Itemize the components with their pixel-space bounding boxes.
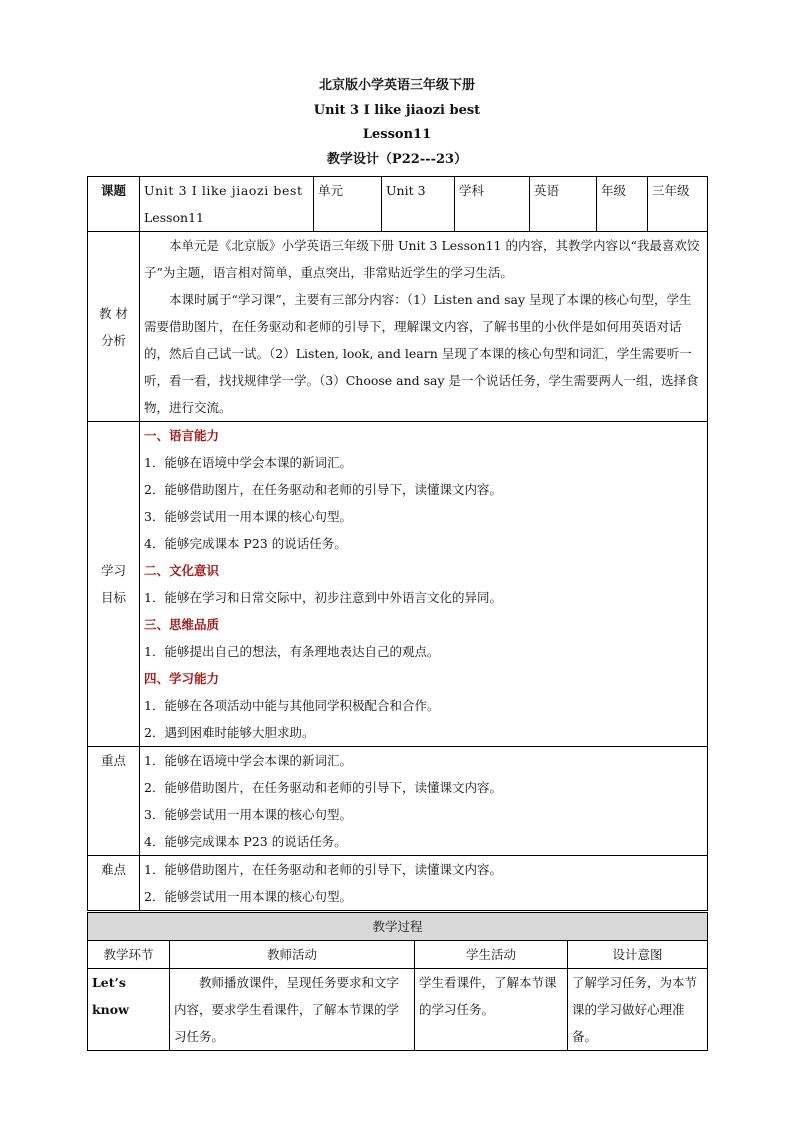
- lesson-info-table: [87, 176, 708, 911]
- objective-heading: 一、语言能力: [144, 428, 220, 443]
- key-points-row: [88, 747, 708, 856]
- topic-title-b: Lesson11: [144, 210, 205, 225]
- objective-item: 1．能够提出自己的想法，有条理地表达自己的观点。: [144, 644, 440, 659]
- key-point-item: 3．能够尝试用一用本课的核心句型。: [144, 807, 352, 822]
- subject-label: 学科: [455, 177, 530, 232]
- objective-heading: 二、文化意识: [144, 563, 220, 578]
- objective-item: 2．能够借助图片，在任务驱动和老师的引导下，读懂课文内容。: [144, 482, 502, 497]
- objectives-row: [88, 422, 708, 747]
- key-points-label: 重点: [88, 747, 140, 856]
- analysis-paragraph: 本单元是《北京版》小学英语三年级下册 Unit 3 Lesson11 的内容，其教学内容以“我最喜欢饺子”为主题，语言相对简单，重点突出，非常贴近学生的学习生活。: [144, 238, 700, 280]
- difficulty-item: 2．能够尝试用一用本课的核心句型。: [144, 889, 352, 904]
- objective-heading: 四、学习能力: [144, 671, 220, 686]
- grade-label: 年级: [597, 177, 648, 232]
- difficulties-label: 难点: [88, 856, 140, 911]
- difficulties-row: [88, 856, 708, 911]
- objective-item: 3．能够尝试用一用本课的核心句型。: [144, 509, 352, 524]
- doc-title-lesson: Lesson11: [362, 127, 432, 142]
- objective-item: 1．能够在语境中学会本课的新词汇。: [144, 455, 352, 470]
- process-title: 教学过程: [88, 913, 708, 941]
- topic-label: 课题: [88, 177, 140, 232]
- difficulties-content: [140, 856, 708, 911]
- objectives-content: [140, 422, 708, 747]
- process-header-row: [88, 941, 708, 969]
- objective-item: 2．遇到困难时能够大胆求助。: [144, 725, 315, 740]
- process-header-stage: 教学环节: [88, 941, 170, 969]
- process-design-intent: 了解学习任务，为本节课的学习做好心理准备。: [568, 969, 708, 1051]
- objective-heading: 三、思维品质: [144, 617, 220, 632]
- difficulty-item: 1．能够借助图片，在任务驱动和老师的引导下，读懂课文内容。: [144, 862, 502, 877]
- process-header-student: 学生活动: [415, 941, 568, 969]
- analysis-label: 教 材 分析: [88, 232, 140, 422]
- objective-item: 4．能够完成课本 P23 的说话任务。: [144, 536, 347, 551]
- process-row: [88, 969, 708, 1051]
- info-row: [88, 177, 708, 232]
- topic-value: [140, 177, 314, 232]
- doc-title-design: 教学设计（P22---23）: [326, 151, 468, 167]
- process-teacher-activity: 教师播放课件，呈现任务要求和文字内容，要求学生看课件，了解本节课的学习任务。: [170, 969, 415, 1051]
- process-title-row: [88, 913, 708, 941]
- objectives-label: 学习 目标: [88, 422, 140, 747]
- process-stage: Let’s know: [88, 969, 170, 1051]
- process-header-intent: 设计意图: [568, 941, 708, 969]
- analysis-content: [140, 232, 708, 422]
- analysis-row: [88, 232, 708, 422]
- subject-value: 英语: [530, 177, 597, 232]
- doc-title-book: 北京版小学英语三年级下册: [318, 78, 475, 93]
- teaching-process-table: [87, 912, 708, 1051]
- process-student-activity: 学生看课件，了解本节课的学习任务。: [415, 969, 568, 1051]
- process-header-teacher: 教师活动: [170, 941, 415, 969]
- topic-title-a: Unit 3 I like jiaozi best: [144, 183, 303, 198]
- objective-item: 1．能够在学习和日常交际中，初步注意到中外语言文化的异同。: [144, 590, 502, 605]
- unit-label: 单元: [314, 177, 382, 232]
- key-points-content: [140, 747, 708, 856]
- doc-title-unit: Unit 3 I like jiaozi best: [313, 102, 481, 118]
- key-point-item: 2．能够借助图片，在任务驱动和老师的引导下，读懂课文内容。: [144, 780, 502, 795]
- unit-value: Unit 3: [382, 177, 455, 232]
- grade-value: 三年级: [648, 177, 708, 232]
- analysis-paragraph: 本课时属于“学习课”，主要有三部分内容：（1）Listen and say 呈现了本课的核心句型，学生需要借助图片，在任务驱动和老师的引导下，理解课文内容，了解书里的小伙伴是如何用英语对话的，然后自己试一试。（2）Listen, look, and learn 呈现了本课的核心句型和词汇，学生需要听一听，看一看，找找规律学一学。（3）Choose and say 是一个说话任务，学生需要两人一组，选择食物，进行交流。: [144, 292, 699, 415]
- key-point-item: 1．能够在语境中学会本课的新词汇。: [144, 753, 352, 768]
- key-point-item: 4．能够完成课本 P23 的说话任务。: [144, 834, 347, 849]
- document-header: [0, 74, 794, 172]
- objective-item: 1．能够在各项活动中能与其他同学积极配合和合作。: [144, 698, 440, 713]
